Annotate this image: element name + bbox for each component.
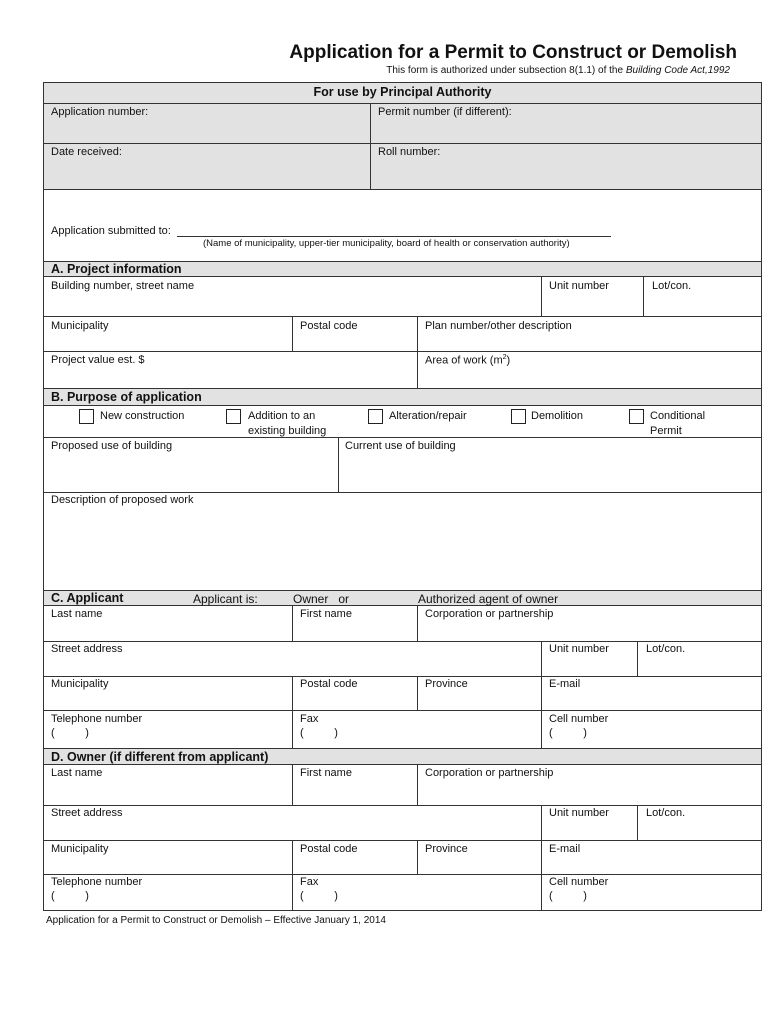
rule [417,605,418,641]
rule [292,316,293,351]
rule [417,840,418,874]
d-cell-area: ( ) [549,890,587,902]
d-fax-area: ( ) [300,890,338,902]
c-unit-number-field[interactable]: Unit number [549,643,609,655]
c-lot-con-field[interactable]: Lot/con. [646,643,686,655]
d-telephone-field[interactable]: Telephone number [51,876,143,888]
rule [43,840,762,841]
subtitle-text: This form is authorized under subsection 8(1.1) of the [386,65,626,76]
form-title: Application for a Permit to Construct or Demolish [289,42,737,63]
a-area-of-work-field[interactable] [425,354,510,367]
conditional-label-2: Permit [650,425,682,437]
proposed-use-field[interactable]: Proposed use of building [51,440,173,452]
addition-checkbox[interactable] [226,409,241,424]
d-first-name-field[interactable]: First name [300,767,352,779]
c-municipality-field[interactable]: Municipality [51,678,109,690]
d-municipality-field[interactable]: Municipality [51,843,109,855]
rule [43,492,762,493]
d-unit-number-field[interactable]: Unit number [549,807,609,819]
rule [43,676,762,677]
c-street-address-field[interactable]: Street address [51,643,123,655]
rule [417,676,418,710]
form-subtitle [0,65,730,76]
c-email-field[interactable]: E-mail [549,678,581,690]
rule [43,437,762,438]
rule [43,748,762,749]
new-construction-label: New construction [100,410,185,422]
rule [541,276,542,316]
rule [43,388,762,389]
current-use-field[interactable]: Current use of building [345,440,456,452]
alteration-label: Alteration/repair [389,410,467,422]
rule [338,437,339,492]
d-last-name-field[interactable]: Last name [51,767,103,779]
c-fax-area: ( ) [300,727,338,739]
submitted-to-input[interactable] [177,236,611,237]
owner-option[interactable]: Owner or [293,592,350,606]
rule [637,641,638,676]
submitted-to-hint: (Name of municipality, upper-tier municipality, board of health or conservation authority) [203,238,570,249]
addition-label-2: existing building [248,425,327,437]
a-plan-number-field[interactable]: Plan number/other description [425,320,572,332]
d-lot-con-field[interactable]: Lot/con. [646,807,686,819]
section-a-heading: A. Project information [51,262,182,276]
d-street-address-field[interactable]: Street address [51,807,123,819]
authorized-agent-option[interactable]: Authorized agent of owner [418,592,559,606]
c-fax-field[interactable]: Fax [300,713,319,725]
d-email-field[interactable]: E-mail [549,843,581,855]
rule [43,316,762,317]
roll-number-field[interactable]: Roll number: [378,146,441,158]
d-province-field[interactable]: Province [425,843,468,855]
conditional-permit-checkbox[interactable] [629,409,644,424]
c-telephone-field[interactable]: Telephone number [51,713,143,725]
c-telephone-area: ( ) [51,727,89,739]
new-construction-checkbox[interactable] [79,409,94,424]
c-province-field[interactable]: Province [425,678,468,690]
area-close: ) [506,354,511,367]
section-c-heading: C. Applicant [51,591,124,605]
application-number-field[interactable]: Application number: [51,106,149,118]
rule [43,710,762,711]
rule [541,641,542,748]
a-lot-con-field[interactable]: Lot/con. [652,280,692,292]
rule [541,805,542,911]
rule [417,764,418,805]
a-postal-code-field[interactable]: Postal code [300,320,358,332]
a-municipality-field[interactable]: Municipality [51,320,109,332]
rule [43,641,762,642]
c-postal-code-field[interactable]: Postal code [300,678,358,690]
c-first-name-field[interactable]: First name [300,608,352,620]
permit-number-field[interactable]: Permit number (if different): [378,106,512,118]
rule [292,605,293,641]
d-cell-field[interactable]: Cell number [549,876,609,888]
a-building-street-field[interactable]: Building number, street name [51,280,195,292]
alteration-checkbox[interactable] [368,409,383,424]
rule [43,605,762,606]
c-cell-area: ( ) [549,727,587,739]
demolition-checkbox[interactable] [511,409,526,424]
area-label: Area of work (m [425,354,503,367]
rule [370,103,371,189]
d-postal-code-field[interactable]: Postal code [300,843,358,855]
d-fax-field[interactable]: Fax [300,876,319,888]
section-b-heading: B. Purpose of application [51,390,202,404]
rule [43,590,762,591]
addition-label: Addition to an [248,410,316,422]
rule [43,874,762,875]
rule [643,276,644,316]
form-footer: Application for a Permit to Construct or Demolish – Effective January 1, 2014 [46,915,386,926]
rule [417,316,418,388]
applicant-is-label: Applicant is: [193,592,258,606]
rule [43,143,762,144]
area-superscript: 2 [502,354,507,361]
rule [43,805,762,806]
rule [292,840,293,911]
rule [292,676,293,748]
d-telephone-area: ( ) [51,890,89,902]
c-cell-field[interactable]: Cell number [549,713,609,725]
demolition-label: Demolition [531,410,583,422]
section-d-heading: D. Owner (if different from applicant) [51,750,269,764]
rule [43,764,762,765]
date-received-field[interactable]: Date received: [51,146,122,158]
rule [292,764,293,805]
rule [43,351,762,352]
c-last-name-field[interactable]: Last name [51,608,103,620]
rule [43,405,762,406]
description-field[interactable]: Description of proposed work [51,494,194,506]
rule [43,189,762,190]
subtitle-act: Building Code Act,1992 [625,65,730,76]
d-corporation-field[interactable]: Corporation or partnership [425,767,554,779]
rule [637,805,638,840]
a-project-value-field[interactable]: Project value est. $ [51,354,145,366]
rule [43,276,762,277]
authority-heading: For use by Principal Authority [313,85,492,99]
submitted-to-label: Application submitted to: [51,225,171,237]
a-unit-number-field[interactable]: Unit number [549,280,609,292]
rule [43,103,762,104]
conditional-label: Conditional [650,410,706,422]
c-corporation-field[interactable]: Corporation or partnership [425,608,554,620]
